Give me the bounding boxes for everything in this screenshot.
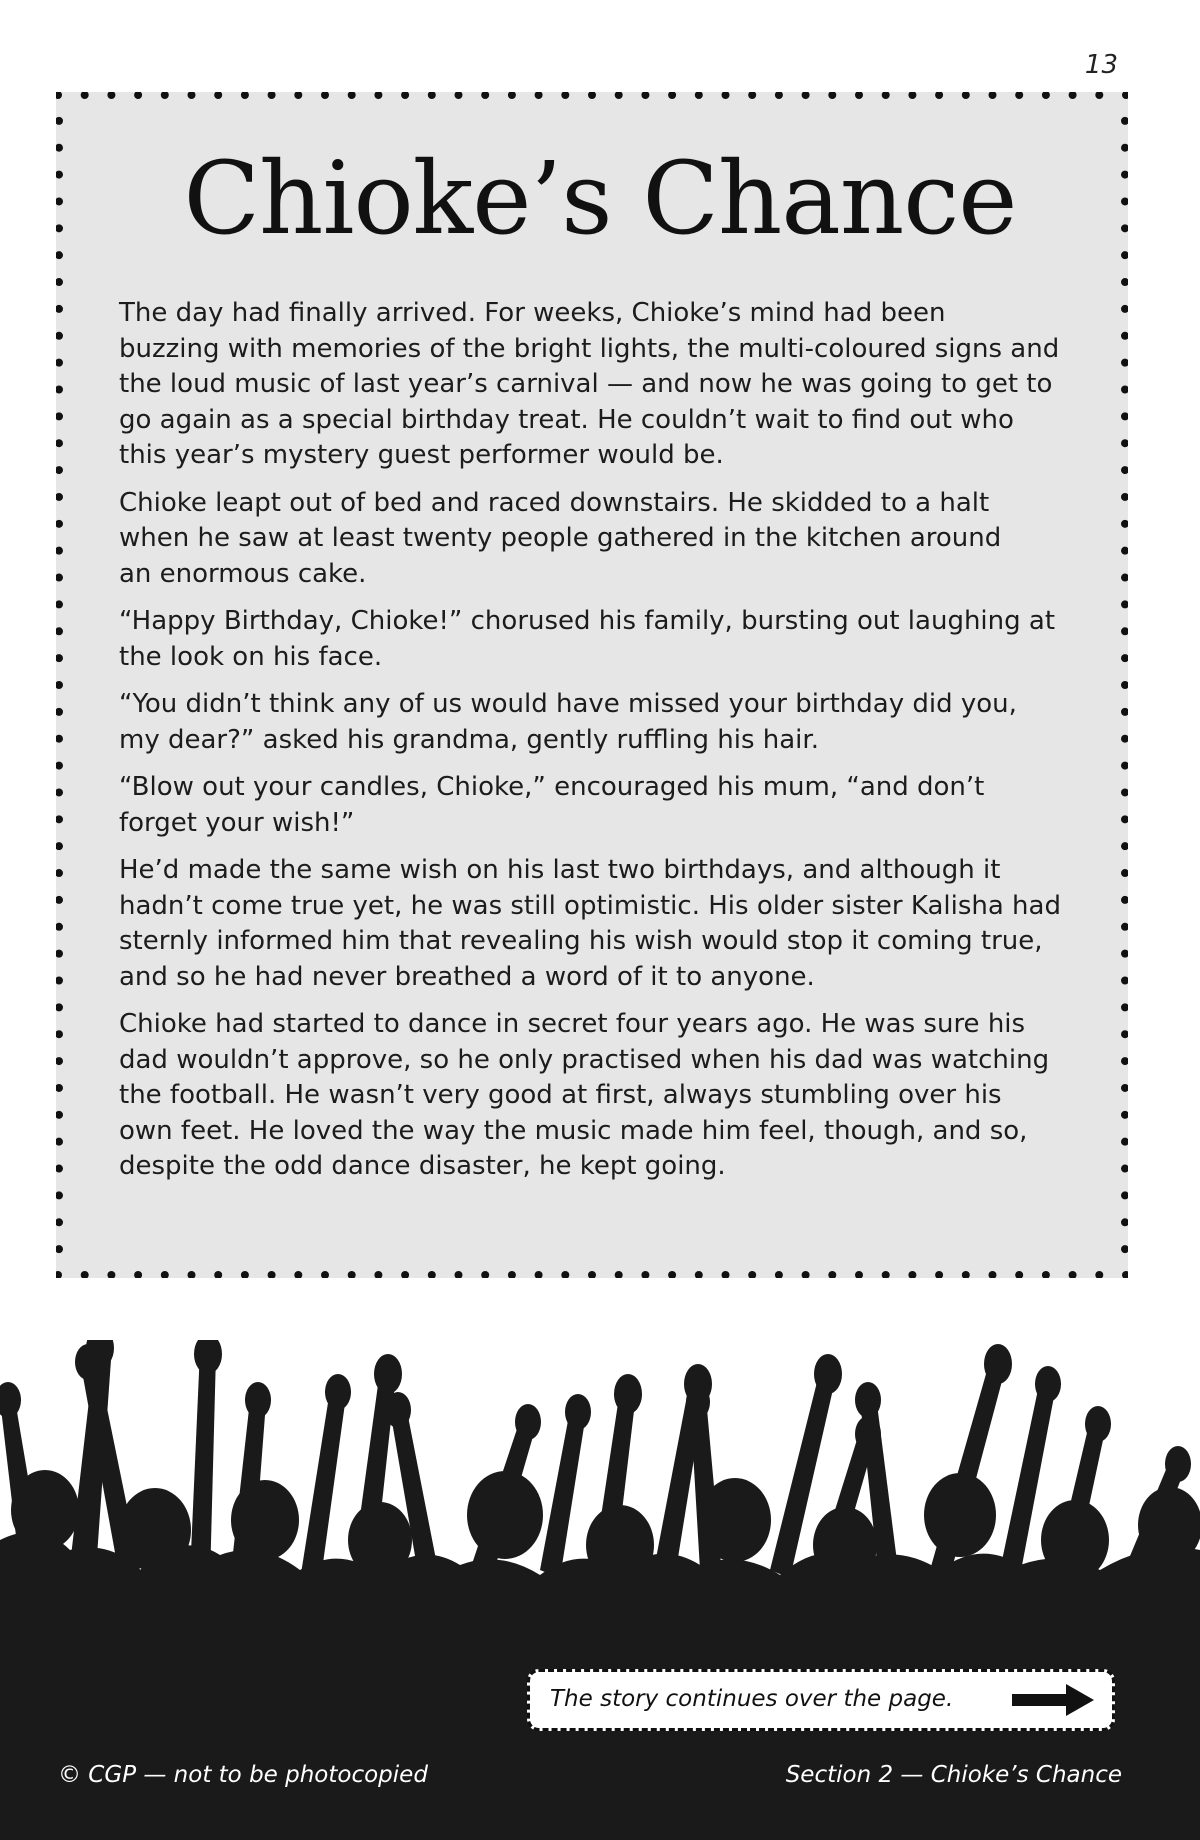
story-body xyxy=(119,296,1079,1197)
paragraph: The day had finally arrived. For weeks, Chioke’s mind had been buzzing with memories of the bright lights, the multi-coloured signs and the loud music of last year’s carnival — and now he was going to get to go again as a special birthday treat. He couldn’t wait to find out who this year’s mystery guest performer would be. xyxy=(119,298,1060,470)
page-number: 13 xyxy=(1084,50,1118,80)
paragraph: Chioke had started to dance in secret four years ago. He was sure his dad wouldn’t approve, so he only practised when his dad was watching the football. He wasn’t very good at first, always stumbling over his own feet. He loved the way the music made him feel, though, and so, despite the odd dance disaster, he kept going. xyxy=(119,1009,1050,1181)
story-title: Chioke’s Chance xyxy=(183,140,1017,257)
copyright-notice: © CGP — not to be photocopied xyxy=(58,1762,428,1788)
continue-text: The story continues over the page. xyxy=(550,1686,954,1712)
paragraph: Chioke leapt out of bed and raced downstairs. He skidded to a halt when he saw at least twenty people gathered in the kitchen around an enormous cake. xyxy=(119,487,1002,589)
paragraph: “Blow out your candles, Chioke,” encouraged his mum, “and don’t forget your wish!” xyxy=(119,772,985,838)
paragraph: “You didn’t think any of us would have missed your birthday did you, my dear?” asked his grandma, gently ruffling his hair. xyxy=(119,689,1017,755)
paragraph: “Happy Birthday, Chioke!” chorused his family, bursting out laughing at the look on his face. xyxy=(119,606,1056,672)
paragraph: He’d made the same wish on his last two birthdays, and although it hadn’t come true yet, he was still optimistic. His older sister Kalisha had sternly informed him that revealing his wish would stop it coming true, and so he had never breathed a word of it to anyone. xyxy=(119,855,1061,992)
section-label: Section 2 — Chioke’s Chance xyxy=(785,1762,1122,1788)
continue-note xyxy=(527,1669,1115,1731)
right-arrow-icon xyxy=(1010,1682,1096,1718)
